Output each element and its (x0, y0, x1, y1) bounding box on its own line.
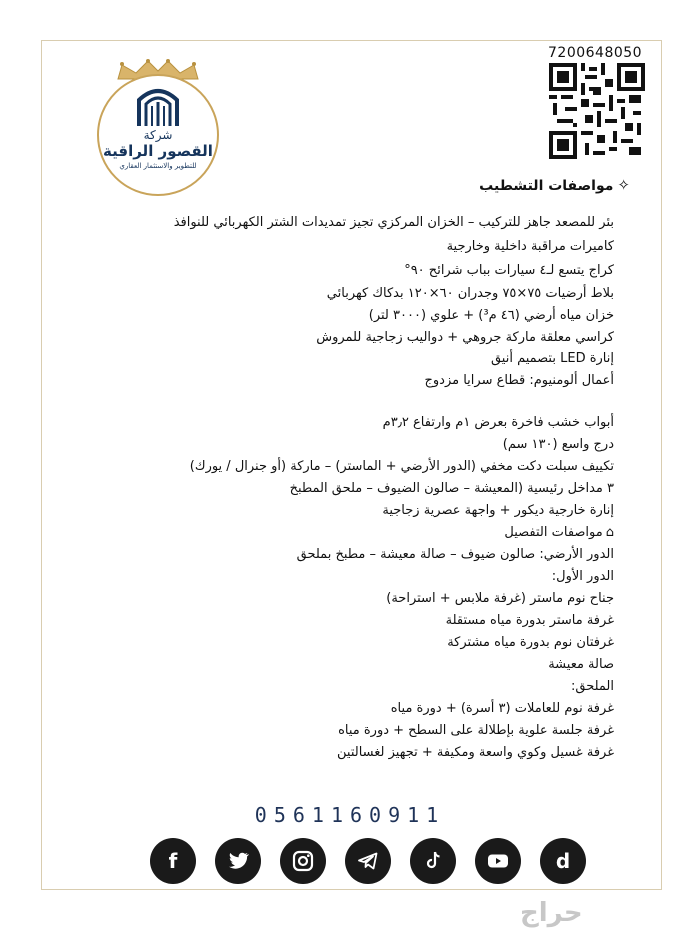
youtube-icon[interactable] (475, 838, 521, 884)
logo-tagline: للتطوير والاستثمار العقاري (119, 162, 197, 170)
details-specs-title: مواصفات التفصيل (504, 525, 603, 540)
finishing-specs-title: مواصفات التشطيب (479, 178, 614, 194)
finishing-line: بلاط أرضيات ٧٥×٧٥ وجدران ٦٠×١٢٠ بدكاك كهربائي (326, 286, 614, 301)
logo-company-name: القصور الراقية (103, 142, 213, 160)
finishing-line: كراج يتسع لـ٤ سيارات بباب شرائح ٩٠° (404, 263, 614, 278)
sparkle-icon: ✧ (617, 176, 630, 194)
finishing-line: إنارة LED بتصميم أنيق (490, 351, 614, 366)
details-line: غرفتان نوم بدورة مياه مشتركة (447, 635, 614, 650)
finishing-line: تكييف سبلت دكت مخفي (الدور الأرضي + الماستر) – ماركة (أو جنرال / يورك) (189, 459, 614, 474)
details-line: صالة معيشة (548, 657, 614, 672)
details-line: غرفة غسيل وكوي واسعة ومكيفة + تجهيز لغسالتين (337, 745, 614, 760)
phone-number-top: 7200648050 (548, 45, 643, 61)
details-line: جناح نوم ماستر (غرفة ملابس + استراحة) (386, 591, 614, 606)
finishing-line: كاميرات مراقبة داخلية وخارجية (446, 239, 614, 254)
twitter-icon[interactable] (215, 838, 261, 884)
instagram-icon[interactable] (280, 838, 326, 884)
qr-code[interactable] (549, 63, 645, 159)
tiktok-icon[interactable] (410, 838, 456, 884)
finishing-line: خزان مياه أرضي (٤٦ م³) + علوي (٣٠٠٠ لتر) (368, 308, 614, 323)
details-line: غرفة جلسة علوية بإطلالة على السطح + دورة مياه (338, 723, 614, 738)
details-line: الدور الأول: (551, 569, 614, 584)
finishing-line: إنارة خارجية ديكور + واجهة عصرية زجاجية (382, 503, 614, 518)
finishing-line: أعمال ألومنيوم: قطاع سرايا مزدوج (424, 373, 614, 388)
facebook-icon[interactable]: f (150, 838, 196, 884)
finishing-line: كراسي معلقة ماركة جروهي + دواليب زجاجية للمروش (316, 330, 614, 345)
finishing-line: ٣ مداخل رئيسية (المعيشة – صالون الضيوف – ملحق المطبخ (289, 481, 614, 496)
details-specs-heading (504, 524, 614, 542)
finishing-line: بئر للمصعد جاهز للتركيب – الخزان المركزي تجيز تمديدات الشتر الكهربائي للنوافذ (173, 215, 614, 230)
telegram-icon[interactable] (345, 838, 391, 884)
d-icon[interactable]: d (540, 838, 586, 884)
contact-phone-number[interactable]: 0561160911 (254, 803, 446, 827)
details-line: الدور الأرضي: صالون ضيوف – صالة معيشة – مطبخ بملحق (296, 547, 614, 562)
finishing-line: أبواب خشب فاخرة بعرض ١م وارتفاع ٣٫٢م (382, 415, 614, 430)
finishing-specs-heading (479, 176, 630, 194)
finishing-line: درج واسع (١٣٠ سم) (502, 437, 614, 452)
company-logo (97, 74, 219, 196)
house-icon: ⌂ (605, 525, 614, 540)
haraj-watermark: حراج (520, 898, 583, 928)
details-line: غرفة ماستر بدورة مياه مستقلة (445, 613, 614, 628)
details-line: غرفة نوم للعاملات (٣ أسرة) + دورة مياه (390, 701, 614, 716)
logo-company-word: شركة (143, 128, 173, 142)
details-line: الملحق: (570, 679, 614, 694)
